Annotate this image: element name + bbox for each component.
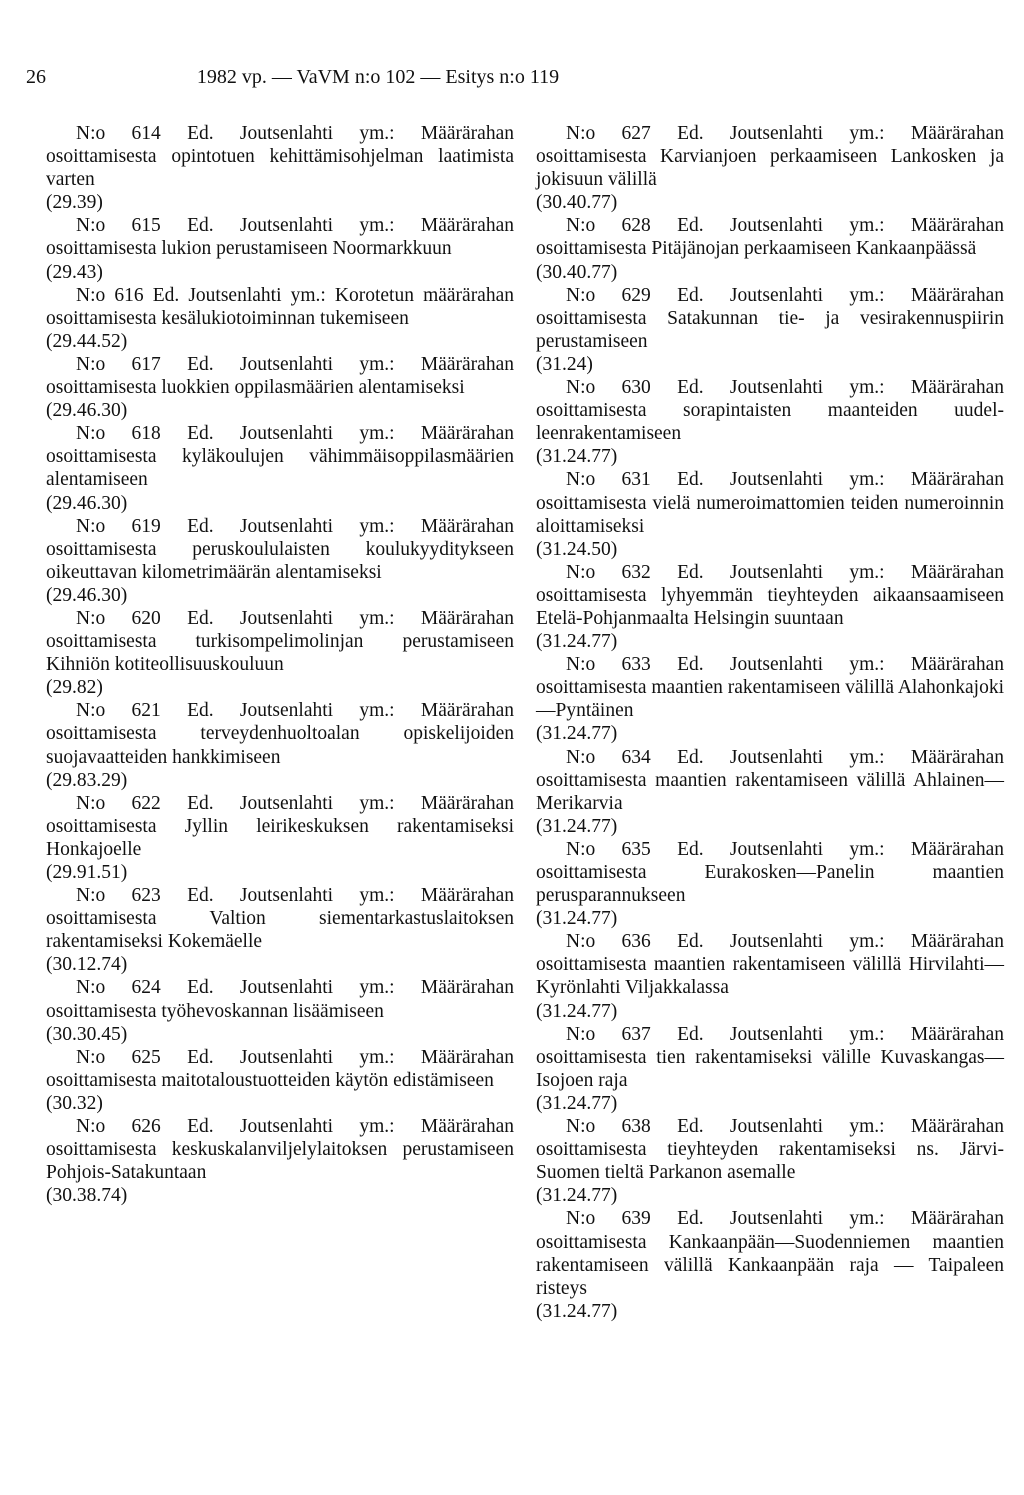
motion-text: N:o 638 Ed. Joutsenlahti ym.: Määrärahan osoittamisesta tieyhteyden rakentamiseksi ns. Järvi-Suomen tieltä Parkanon asemalle bbox=[536, 1116, 1004, 1184]
motion-text: N:o 637 Ed. Joutsenlahti ym.: Määrärahan osoittamisesta tien rakentamiseksi välille Kuvaskangas—Isojoen raja bbox=[536, 1023, 1004, 1091]
motion-text: N:o 617 Ed. Joutsenlahti ym.: Määrärahan osoittamisesta luokkien oppilasmäärien alentamiseksi bbox=[46, 353, 514, 399]
budget-reference: (29.39) bbox=[46, 192, 103, 214]
motion-text: N:o 621 Ed. Joutsenlahti ym.: Määrärahan osoittamisesta terveydenhuoltoalan opiskelijoiden suojavaatteiden hankkimiseen bbox=[46, 700, 514, 768]
motion-entry bbox=[536, 376, 1004, 468]
budget-reference: (31.24.77) bbox=[536, 1000, 618, 1022]
motion-text: N:o 630 Ed. Joutsenlahti ym.: Määrärahan osoittamisesta sorapintaisten maanteiden uudelleenrakentamiseen bbox=[536, 377, 1004, 445]
page-number: 26 bbox=[26, 66, 46, 88]
motion-text: N:o 639 Ed. Joutsenlahti ym.: Määrärahan osoittamisesta Kankaanpään—Suodenniemen maantien rakentamiseen välillä Kankaanpään raja — Taipaleen risteys bbox=[536, 1208, 1004, 1299]
motion-text: N:o 625 Ed. Joutsenlahti ym.: Määrärahan osoittamisesta maitotaloustuotteiden käytön edistämiseen bbox=[46, 1046, 514, 1091]
motion-text: N:o 635 Ed. Joutsenlahti ym.: Määrärahan osoittamisesta Eurakosken—Panelin maantien perusparannukseen bbox=[536, 838, 1004, 907]
motion-entry bbox=[46, 1115, 514, 1207]
running-title: 1982 vp. — VaVM n:o 102 — Esitys n:o 119 bbox=[196, 66, 560, 88]
budget-reference: (31.24.77) bbox=[536, 446, 618, 468]
motion-entry bbox=[46, 214, 514, 283]
motion-text: N:o 636 Ed. Joutsenlahti ym.: Määrärahan osoittamisesta maantien rakentamiseen välillä Hirvilahti—Kyrönlahti Viljakkalassa bbox=[536, 931, 1004, 999]
left-column bbox=[46, 122, 514, 1207]
right-column bbox=[536, 122, 1004, 1323]
motion-text: N:o 620 Ed. Joutsenlahti ym.: Määrärahan osoittamisesta turkisompelimolinjan perustamiseen Kihniön kotiteollisuuskouluun bbox=[46, 607, 514, 676]
budget-reference: (31.24.77) bbox=[536, 723, 618, 745]
motion-entry bbox=[46, 422, 514, 514]
budget-reference: (31.24.77) bbox=[536, 1300, 618, 1322]
motion-entry bbox=[46, 122, 514, 214]
budget-reference: (31.24.77) bbox=[536, 1092, 618, 1114]
motion-entry bbox=[46, 284, 514, 353]
motion-text: N:o 627 Ed. Joutsenlahti ym.: Määrärahan osoittamisesta Karvianjoen perkaamiseen Lankosken ja jokisuun välillä bbox=[536, 123, 1004, 191]
budget-reference: (31.24.77) bbox=[536, 631, 618, 653]
motion-entry bbox=[536, 214, 1004, 283]
motion-entry bbox=[46, 1046, 514, 1115]
motion-entry bbox=[46, 353, 514, 422]
budget-reference: (30.40.77) bbox=[536, 192, 618, 214]
budget-reference: (29.43) bbox=[46, 261, 103, 283]
motion-text: N:o 615 Ed. Joutsenlahti ym.: Määrärahan osoittamisesta lukion perustamiseen Noormarkkuun bbox=[46, 215, 514, 260]
budget-reference: (29.82) bbox=[46, 677, 103, 699]
motion-entry bbox=[536, 653, 1004, 745]
budget-reference: (30.40.77) bbox=[536, 261, 618, 283]
motion-text: N:o 634 Ed. Joutsenlahti ym.: Määrärahan osoittamisesta maantien rakentamiseen välillä Ahlainen—Merikarvia bbox=[536, 746, 1004, 814]
motion-text: N:o 632 Ed. Joutsenlahti ym.: Määrärahan osoittamisesta lyhyemmän tieyhteyden aikaansaamiseen Etelä-Pohjanmaalta Helsingin suuntaan bbox=[536, 561, 1004, 629]
motion-text: N:o 623 Ed. Joutsenlahti ym.: Määrärahan osoittamisesta Valtion siementarkastuslaitoksen rakentamiseksi Kokemäelle bbox=[46, 885, 514, 953]
motion-entry bbox=[536, 930, 1004, 1022]
motion-text: N:o 622 Ed. Joutsenlahti ym.: Määrärahan osoittamisesta Jyllin leirikeskuksen rakentamiseksi Honkajoelle bbox=[46, 792, 514, 860]
motion-entry bbox=[46, 699, 514, 791]
motion-entry bbox=[536, 1023, 1004, 1115]
motion-entry bbox=[536, 561, 1004, 653]
budget-reference: (31.24.77) bbox=[536, 815, 618, 837]
motion-entry bbox=[536, 838, 1004, 930]
motion-text: N:o 629 Ed. Joutsenlahti ym.: Määrärahan osoittamisesta Satakunnan tie- ja vesirakennuspiirin perustamiseen bbox=[536, 284, 1004, 352]
motion-entry bbox=[46, 792, 514, 884]
motion-text: N:o 628 Ed. Joutsenlahti ym.: Määrärahan osoittamisesta Pitäjänojan perkaamiseen Kankaanpäässä bbox=[536, 215, 1004, 260]
budget-reference: (31.24) bbox=[536, 353, 593, 375]
budget-reference: (29.44.52) bbox=[46, 330, 128, 352]
budget-reference: (31.24.77) bbox=[536, 1185, 618, 1207]
motion-text: N:o 633 Ed. Joutsenlahti ym.: Määrärahan osoittamisesta maantien rakentamiseen välillä Alahonkajoki—Pyntäinen bbox=[536, 654, 1004, 722]
page-header bbox=[26, 62, 730, 92]
budget-reference: (30.32) bbox=[46, 1092, 103, 1114]
budget-reference: (31.24.50) bbox=[536, 538, 618, 560]
motion-entry bbox=[536, 1207, 1004, 1322]
motion-text: N:o 614 Ed. Joutsenlahti ym.: Määrärahan osoittamisesta opintotuen kehittämisohjelman laatimista varten bbox=[46, 123, 514, 191]
motion-text: N:o 618 Ed. Joutsenlahti ym.: Määrärahan osoittamisesta kyläkoulujen vähimmäisoppilasmäärien alentamiseen bbox=[46, 423, 514, 491]
motion-entry bbox=[46, 515, 514, 607]
budget-reference: (30.30.45) bbox=[46, 1023, 128, 1045]
motion-entry bbox=[536, 122, 1004, 214]
budget-reference: (29.83.29) bbox=[46, 769, 128, 791]
motion-text: N:o 624 Ed. Joutsenlahti ym.: Määrärahan osoittamisesta työhevoskannan lisäämiseen bbox=[46, 977, 514, 1022]
motion-entry bbox=[536, 468, 1004, 560]
motion-entry bbox=[536, 746, 1004, 838]
motion-entry bbox=[46, 976, 514, 1045]
budget-reference: (29.46.30) bbox=[46, 492, 128, 514]
motion-text: N:o 631 Ed. Joutsenlahti ym.: Määrärahan osoittamisesta vielä numeroimattomien teiden numeroinnin aloittamiseksi bbox=[536, 469, 1004, 537]
motion-text: N:o 619 Ed. Joutsenlahti ym.: Määrärahan osoittamisesta peruskoululaisten koulukyyditykseen oikeuttavan kilometrimäärän alentamiseksi bbox=[46, 515, 514, 583]
motion-entry bbox=[536, 284, 1004, 376]
budget-reference: (29.46.30) bbox=[46, 400, 128, 422]
motion-text: N:o 616 Ed. Joutsenlahti ym.: Korotetun määrärahan osoittamisesta kesälukiotoiminnan tukemiseen bbox=[46, 284, 514, 329]
motion-entry bbox=[46, 884, 514, 976]
motion-entry bbox=[46, 607, 514, 699]
motion-text: N:o 626 Ed. Joutsenlahti ym.: Määrärahan osoittamisesta keskuskalanviljelylaitoksen perustamiseen Pohjois-Satakuntaan bbox=[46, 1116, 514, 1184]
budget-reference: (30.12.74) bbox=[46, 954, 128, 976]
budget-reference: (29.46.30) bbox=[46, 584, 128, 606]
budget-reference: (30.38.74) bbox=[46, 1185, 128, 1207]
budget-reference: (29.91.51) bbox=[46, 862, 128, 883]
budget-reference: (31.24.77) bbox=[536, 908, 618, 930]
motion-entry bbox=[536, 1115, 1004, 1207]
